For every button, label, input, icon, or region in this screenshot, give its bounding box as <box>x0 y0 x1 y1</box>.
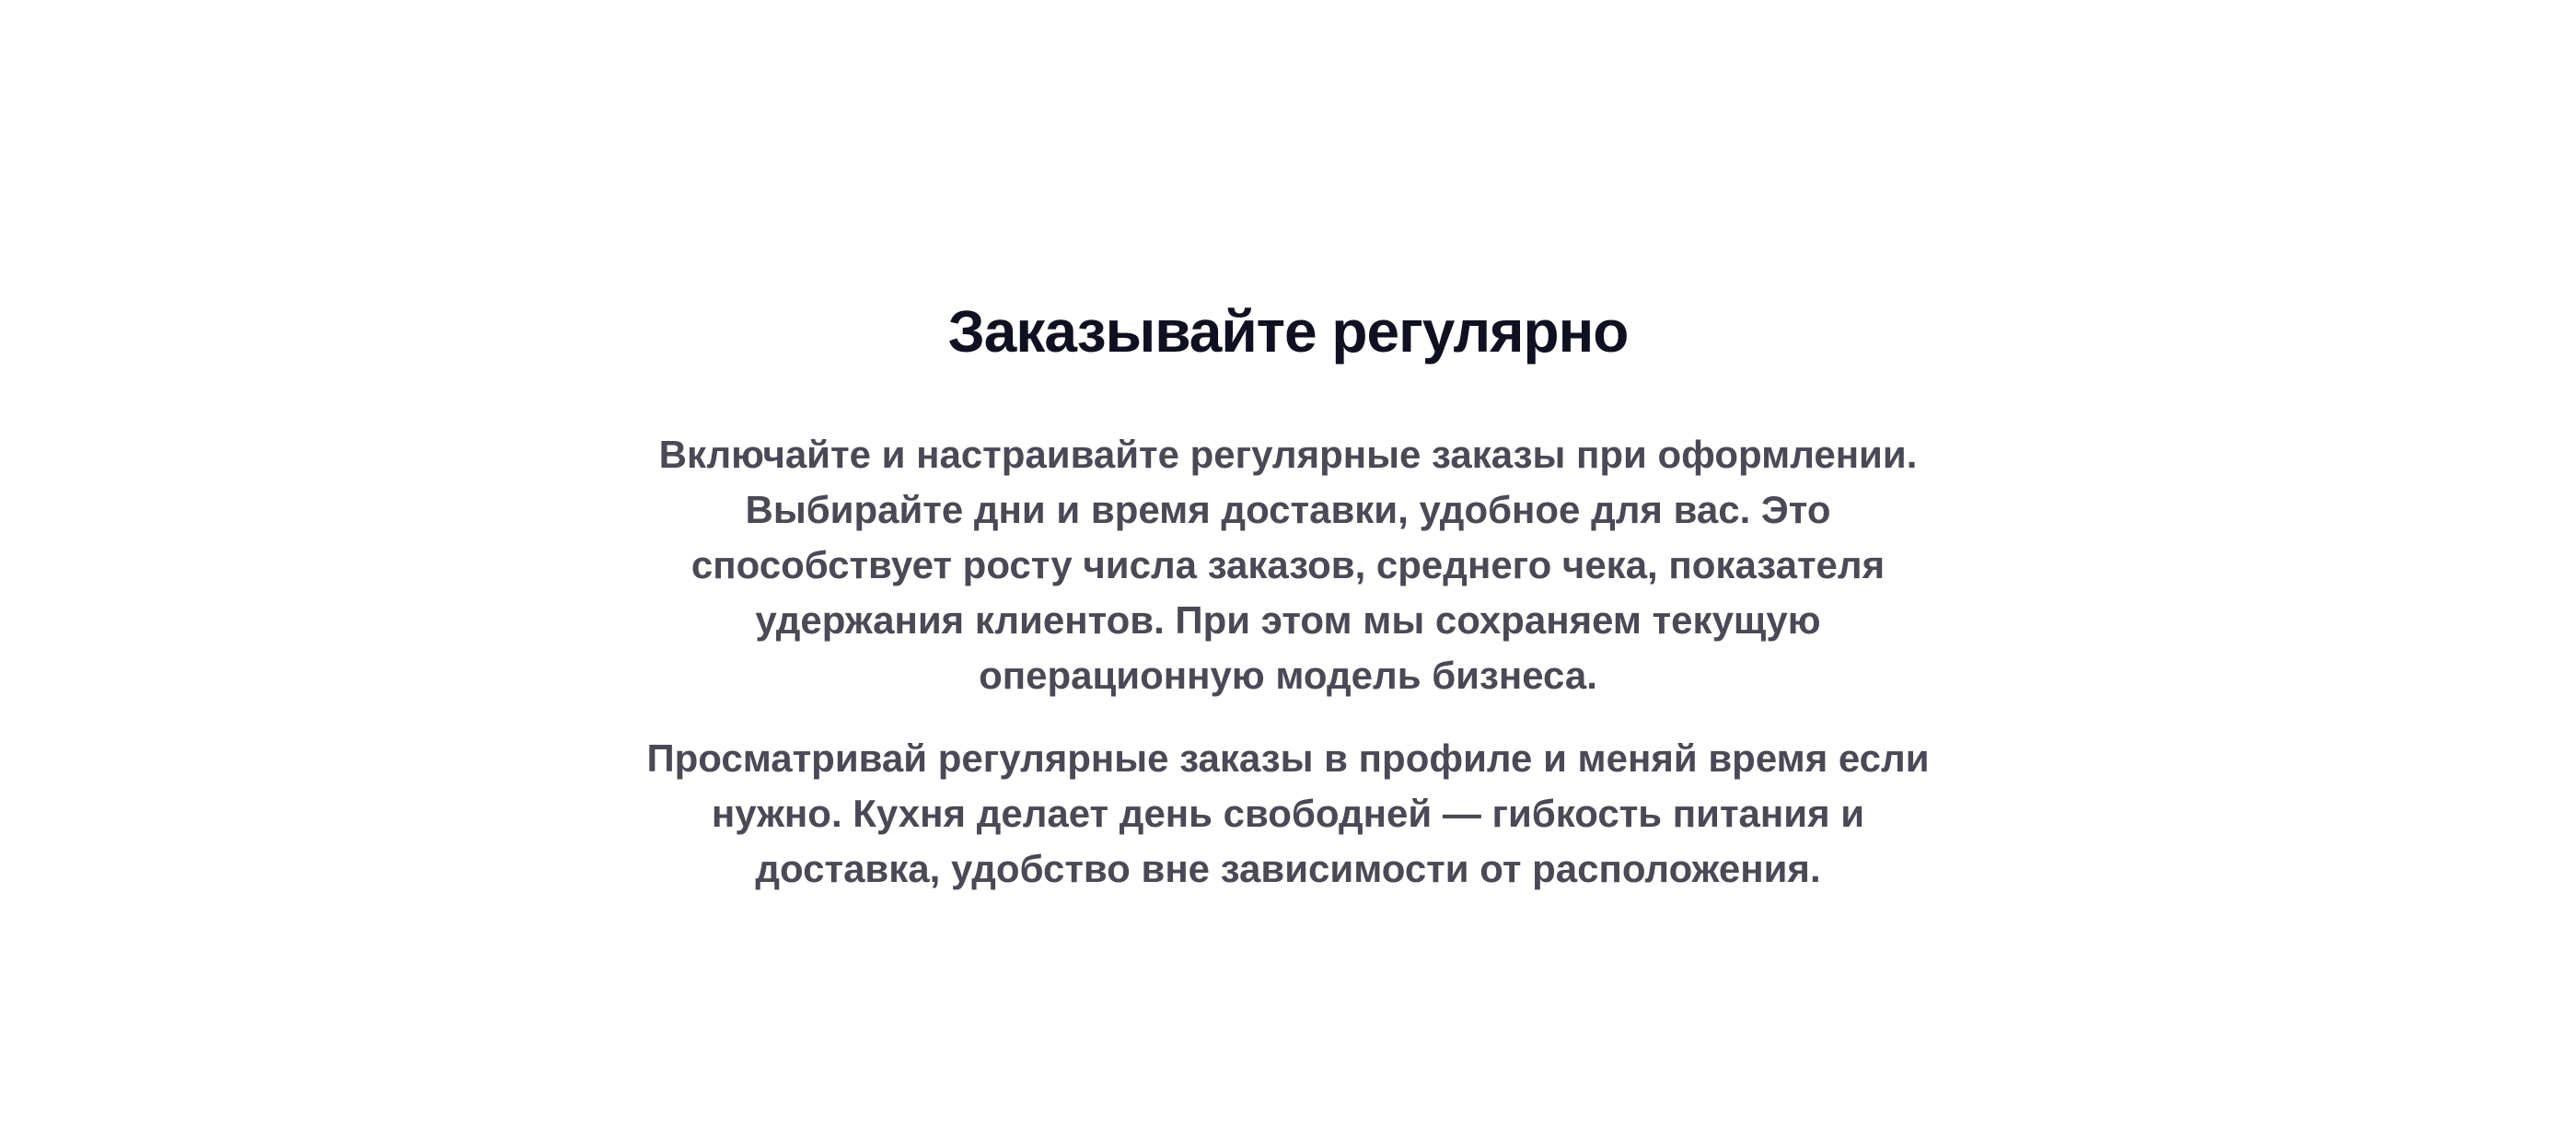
section-content <box>634 293 1942 897</box>
description-paragraph-2: Просматривай регулярные заказы в профиле и меняй время если нужно. Кухня делает день свободней — гибкость питания и доставка, удобство вне зависимости от расположения. <box>646 736 1930 890</box>
section-title: Заказывайте регулярно <box>947 298 1629 365</box>
description-paragraph-1: Включайте и настраивайте регулярные заказы при оформлении. Выбирайте дни и время доставки, удобное для вас. Это способствует росту числа заказов, среднего чека, показателя удержания клиентов. При этом мы сохраняем текущую операционную модель бизнеса. <box>658 433 1918 697</box>
